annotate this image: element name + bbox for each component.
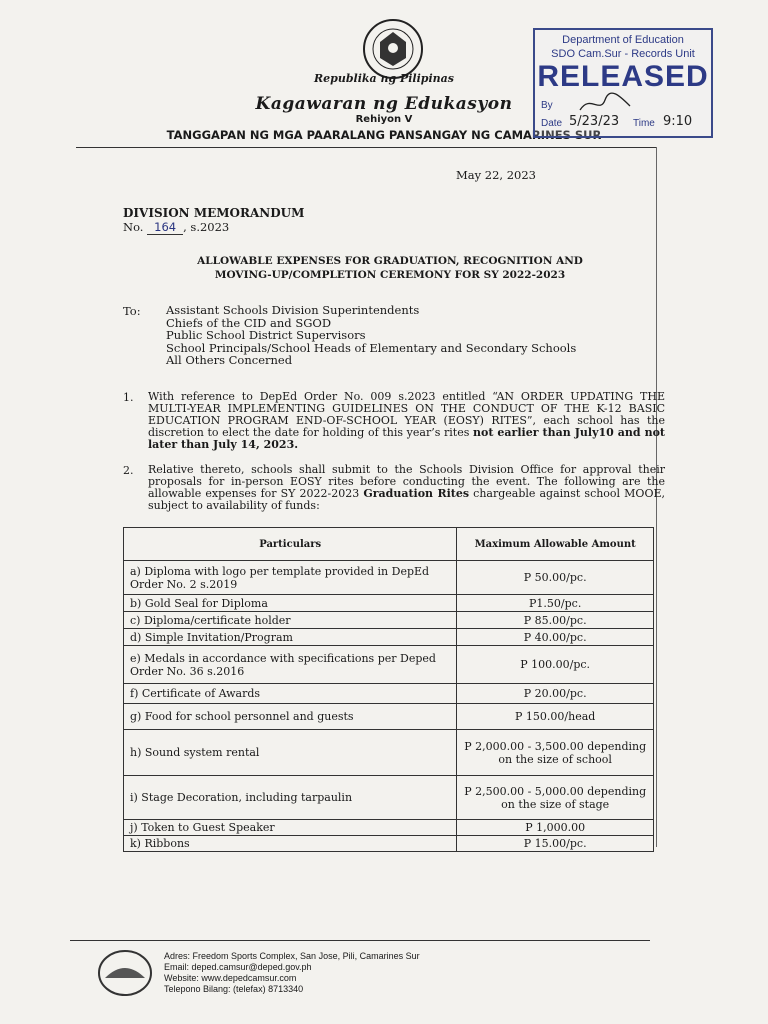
table-row	[124, 776, 654, 820]
republic-heading: Republika ng Pilipinas	[314, 72, 454, 85]
expenses-table	[123, 527, 654, 852]
paragraph-2-text: Relative thereto, schools shall submit to the Schools Division Office for approval their proposals for in-person EOSY rites before conducting the event. The following are the allowable expenses for SY 2022-2023	[148, 463, 665, 500]
table-row	[124, 595, 654, 612]
memo-series: , s.2023	[183, 220, 230, 234]
footer-divider	[70, 940, 650, 941]
row-item: k) Ribbons	[124, 836, 457, 852]
row-item: j) Token to Guest Speaker	[124, 820, 457, 836]
table-row	[124, 612, 654, 629]
memo-no-label: No.	[123, 220, 144, 234]
memo-title-line2: MOVING-UP/COMPLETION CEREMONY FOR SY 2022-2023	[214, 269, 566, 281]
stamp-date-label: Date	[541, 118, 563, 129]
stamp-time-label: Time	[633, 118, 655, 129]
row-item: a) Diploma with logo per template provided in DepEd Order No. 2 s.2019	[124, 561, 457, 595]
paragraph-1	[148, 391, 665, 451]
row-item: i) Stage Decoration, including tarpaulin	[124, 776, 457, 820]
header-particulars: Particulars	[124, 528, 457, 561]
row-amount: P 15.00/pc.	[457, 836, 654, 852]
memo-no-value: 164	[147, 220, 183, 235]
footer-website: Website: www.depedcamsur.com	[164, 973, 297, 983]
table-row	[124, 629, 654, 646]
office-heading: TANGGAPAN NG MGA PAARALANG PANSANGAY NG CAMARINES SUR	[166, 128, 602, 142]
row-item: g) Food for school personnel and guests	[124, 704, 457, 730]
memo-type: DIVISION MEMORANDUM	[123, 206, 305, 220]
footer-phone: Telepono Bilang: (telefax) 8713340	[164, 984, 304, 994]
stamp-line1: Department of Education	[562, 34, 684, 46]
paragraph-1-bold: not earlier than July10 and not later than July 14, 2023	[148, 426, 665, 451]
memo-title	[150, 254, 630, 282]
stamp-by-label: By	[541, 100, 553, 111]
row-amount: P 100.00/pc.	[457, 646, 654, 684]
row-item: e) Medals in accordance with specifications per Deped Order No. 36 s.2016	[124, 646, 457, 684]
paragraph-2-end: chargeable against school MOOE, subject to availability of funds:	[148, 487, 665, 512]
recipient-item: Assistant Schools Division Superintendents	[166, 303, 420, 317]
paragraph-2	[148, 464, 665, 512]
division-logo	[95, 948, 155, 998]
table-row	[124, 730, 654, 776]
paragraph-number: 2.	[123, 464, 134, 477]
recipient-item: Chiefs of the CID and SGOD	[166, 315, 332, 330]
paragraph-1-text: With reference to DepEd Order No. 009 s.2023 entitled “AN ORDER UPDATING THE MULTI-YEAR IMPLEMENTING GUIDELINES ON THE CONDUCT OF THE K-12 BASIC EDUCATION PROGRAM END-OF-SCHOOL YEAR (EOSY) RITES”, each school has the discretion to elect the date for holding of this year’s rites	[148, 390, 665, 439]
row-amount: P 1,000.00	[457, 820, 654, 836]
table-row	[124, 820, 654, 836]
region-heading: Rehiyon V	[355, 114, 413, 125]
stamp-status: RELEASED	[537, 60, 709, 93]
row-item: b) Gold Seal for Diploma	[124, 595, 457, 612]
row-amount: P1.50/pc.	[457, 595, 654, 612]
footer-email: Email: deped.camsur@deped.gov.ph	[164, 962, 312, 972]
table-row	[124, 561, 654, 595]
row-amount: P 2,500.00 - 5,000.00 depending on the size of stage	[457, 776, 654, 820]
stamp-signature	[575, 92, 635, 116]
row-amount: P 20.00/pc.	[457, 684, 654, 704]
deped-seal-logo	[362, 18, 424, 80]
paragraph-1-end: .	[294, 438, 299, 451]
footer-address: Adres: Freedom Sports Complex, San Jose, Pili, Camarines Sur	[164, 951, 420, 961]
header-amount: Maximum Allowable Amount	[457, 528, 654, 561]
recipient-item: Public School District Supervisors	[166, 328, 366, 342]
paragraph-number: 1.	[123, 391, 134, 404]
table-row	[124, 684, 654, 704]
memo-date: May 22, 2023	[456, 168, 536, 182]
stamp-time-value: 9:10	[663, 114, 693, 129]
stamp-date-value: 5/23/23	[569, 114, 620, 129]
row-amount: P 150.00/head	[457, 704, 654, 730]
row-amount: P 2,000.00 - 3,500.00 depending on the size of school	[457, 730, 654, 776]
recipient-list	[166, 304, 576, 367]
header-divider	[76, 147, 656, 148]
table-row	[124, 704, 654, 730]
stamp-line2: SDO Cam.Sur - Records Unit	[551, 48, 695, 60]
table-row	[124, 836, 654, 852]
row-amount: P 85.00/pc.	[457, 612, 654, 629]
row-amount: P 40.00/pc.	[457, 629, 654, 646]
paragraph-2-bold: Graduation Rites	[363, 487, 470, 500]
row-amount: P 50.00/pc.	[457, 561, 654, 595]
table-row	[124, 646, 654, 684]
released-stamp	[533, 28, 713, 138]
memo-number	[123, 220, 229, 235]
to-label: To:	[123, 304, 141, 318]
row-item: h) Sound system rental	[124, 730, 457, 776]
row-item: d) Simple Invitation/Program	[124, 629, 457, 646]
memo-title-line1: ALLOWABLE EXPENSES FOR GRADUATION, RECOGNITION AND	[197, 255, 583, 267]
table-header-row	[124, 528, 654, 561]
row-item: f) Certificate of Awards	[124, 684, 457, 704]
row-item: c) Diploma/certificate holder	[124, 612, 457, 629]
recipient-item: School Principals/School Heads of Elementary and Secondary Schools	[166, 340, 577, 355]
recipient-item: All Others Concerned	[166, 353, 293, 367]
department-heading: Kagawaran ng Edukasyon	[255, 94, 513, 114]
footer-contact	[164, 951, 420, 995]
